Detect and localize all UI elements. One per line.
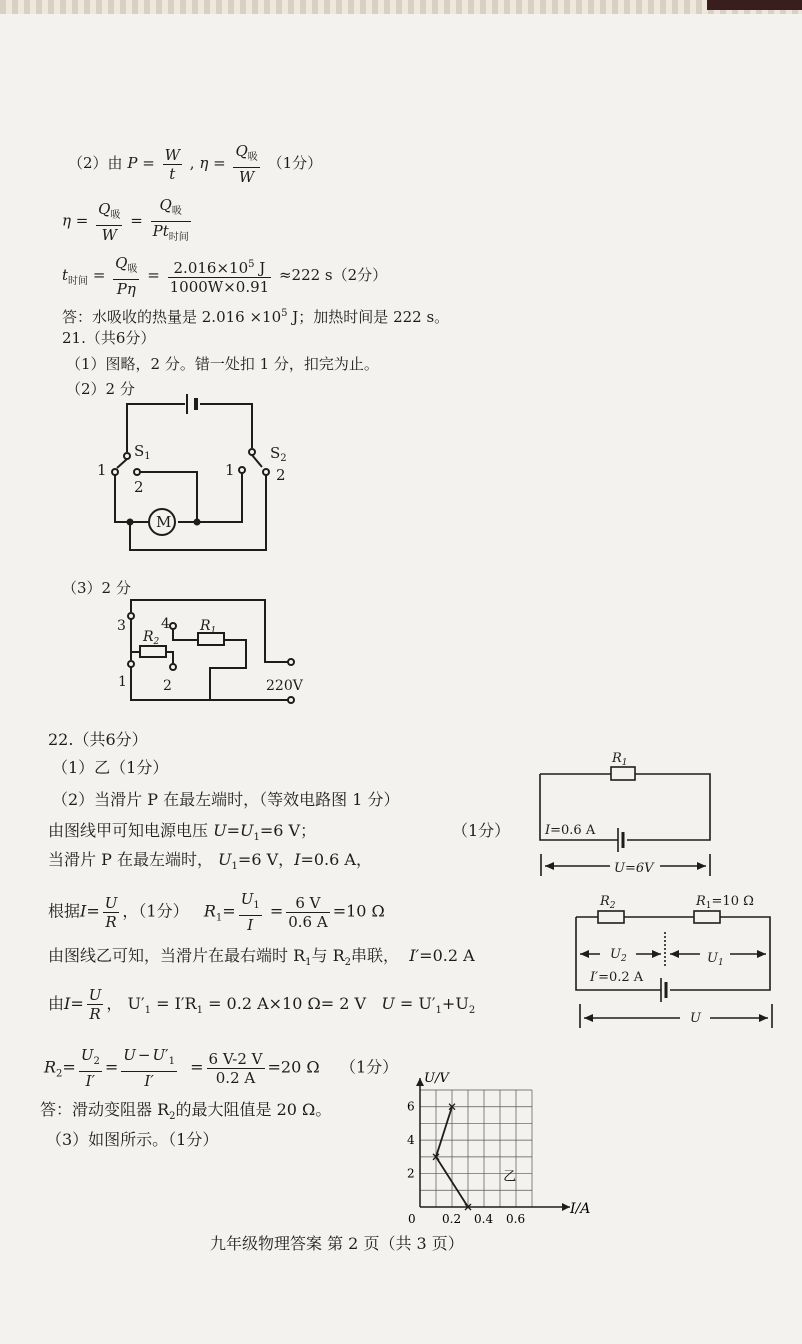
junction [195, 520, 200, 525]
sym-eq: = [226, 821, 240, 840]
sym-minus: − [137, 1046, 151, 1064]
text: 串联， [351, 946, 400, 965]
subscript: 2 [344, 957, 352, 969]
denominator-value: 1000W×0.91 [169, 278, 270, 296]
U1p-label: $U_1$ [707, 951, 724, 968]
page-footer: 九年级物理答案 第 2 页（共 3 页） [210, 1234, 464, 1253]
R2-label: $R_2$ [600, 894, 616, 911]
sub-time: 时间 [168, 232, 189, 243]
arrowhead [545, 862, 554, 870]
q22-title: 22.（共6分） [48, 730, 148, 749]
wire [627, 774, 710, 840]
x-axis-label: I/A [570, 1201, 591, 1217]
sym-W: W [238, 168, 255, 186]
text: = 0.2 A×10 Ω= 2 V [208, 994, 367, 1013]
junction [128, 520, 133, 525]
sym-comma: , [189, 154, 195, 172]
sym-U: U [152, 1046, 166, 1064]
q22-part2: （2）当滑片 P 在最左端时，（等效电路图 1 分） [52, 790, 400, 809]
sym-Iprime: I′ [85, 1072, 96, 1090]
subscript: 1 [435, 1005, 442, 1017]
resistor-label: $R_2$ [143, 629, 160, 647]
q22-line3 [48, 821, 316, 848]
result: =10 Ω [332, 901, 385, 921]
q22-line8 [44, 1046, 398, 1090]
q22-part3: （3）如图所示。（1分） [46, 1130, 219, 1149]
sym-U: U [240, 890, 254, 908]
subscript: 1 [253, 832, 260, 844]
result: =20 Ω [267, 1057, 320, 1077]
q20-lead: （2）由 [68, 154, 123, 172]
sym-U: U [88, 986, 102, 1004]
output-terminal [288, 659, 294, 665]
wire [200, 404, 252, 448]
resistor-R1 [611, 767, 635, 780]
wire [210, 640, 246, 700]
q22-line4 [48, 850, 372, 877]
sym-Iprime: I′ [409, 946, 420, 965]
sym-I: I [64, 994, 71, 1013]
terminal-label: 4 [161, 616, 170, 632]
text: 与 R [311, 946, 345, 965]
switch-blade [117, 459, 127, 468]
sym-U: U [213, 821, 227, 840]
terminal-label: 1 [97, 461, 107, 479]
motor-label: M [156, 513, 172, 531]
switch-pivot [249, 449, 255, 455]
subscript: 1 [144, 1005, 151, 1017]
q22-answer [40, 1100, 331, 1127]
wire [197, 472, 242, 522]
terminal [112, 469, 118, 475]
sym-eq: = [222, 901, 236, 921]
frac-U1-I [239, 890, 262, 934]
circuit-1 [112, 394, 269, 550]
q22-part1: （1）乙（1分） [52, 758, 169, 777]
resistor-R1 [694, 911, 720, 923]
sub-absorb: 吸 [171, 206, 182, 217]
sym-Q: Q [115, 254, 128, 272]
text: =0.6 A， [300, 850, 372, 869]
subscript: 1 [231, 861, 238, 873]
q21-part3: （3）2 分 [62, 579, 131, 597]
sym-Q: Q [98, 199, 111, 218]
switch-pivot [124, 453, 130, 459]
terminal [170, 664, 176, 670]
y-tick-label: 4 [407, 1133, 415, 1148]
text: =0.2 A [419, 946, 475, 965]
approx-result: ≈222 s（2分） [278, 266, 388, 284]
exponent: 5 [281, 308, 288, 319]
terminal-label: 3 [117, 618, 126, 634]
arrowhead [580, 950, 589, 958]
sym-U: U [104, 893, 118, 912]
voltage-label: 220V [266, 678, 303, 694]
sym-Q: Q [235, 142, 248, 160]
sym-eta: η [126, 280, 136, 298]
sym-eta: η [62, 211, 71, 230]
sym-U: U [239, 821, 254, 840]
arrowheads [580, 950, 768, 1022]
text: 由图线甲可知电源电压 [48, 821, 214, 840]
subscript: 1 [305, 957, 312, 969]
numerator: 6 V-2 V [208, 1049, 263, 1068]
sym-P: P [127, 154, 138, 172]
terminal [128, 613, 134, 619]
sym-R: R [44, 1057, 57, 1077]
terminal [128, 661, 134, 667]
sym-R: R [89, 1005, 101, 1023]
sym-P: P [152, 222, 163, 240]
resistor-R2 [598, 911, 624, 923]
answer-text: 答：水吸收的热量是 2.016 ×10 [62, 308, 282, 326]
terminal-label: 2 [163, 678, 172, 694]
R1-label: $R_1=10$ Ω [696, 894, 754, 911]
subscript: 2 [169, 1111, 176, 1123]
subscript: 1 [196, 1005, 203, 1017]
frac-6V-06A [286, 894, 329, 931]
series-label: 乙 [503, 1169, 517, 1185]
score-label: （1分） [267, 154, 323, 172]
u-i-chart [407, 1071, 590, 1226]
y-axis-arrow [416, 1078, 424, 1086]
sym-I: I [247, 916, 254, 934]
text: 答：滑动变阻器 R [40, 1100, 170, 1119]
output-terminal [288, 697, 294, 703]
sym-eq: = [190, 1057, 204, 1077]
sub-time: 时间 [68, 276, 89, 287]
sym-eq: = [213, 154, 226, 172]
sym-eq: = [70, 994, 84, 1013]
arrowhead [584, 1014, 593, 1022]
sym-U: U [80, 1046, 94, 1064]
subscript: 1 [253, 900, 260, 911]
switch-blade [252, 455, 262, 467]
sym-P: P [116, 280, 127, 298]
text: 的最大阻值是 20 Ω。 [175, 1100, 332, 1119]
sym-U: U [381, 994, 395, 1013]
sym-R: R [105, 912, 117, 931]
sub-absorb: 吸 [110, 209, 121, 221]
x-axis-arrow [562, 1203, 570, 1211]
current-label: I=0.6 A [545, 823, 596, 838]
text: 根据 [48, 901, 81, 921]
score-label: ，（1分） [122, 901, 189, 921]
x-tick-label: 0 [408, 1212, 416, 1226]
denominator: 0.2 A [215, 1068, 256, 1087]
terminal [239, 467, 245, 473]
subscript: 2 [93, 1056, 100, 1067]
arrowhead [697, 862, 706, 870]
resistor-R2 [140, 646, 166, 657]
sym-eq: = [62, 1057, 76, 1077]
q22-line6 [48, 946, 475, 973]
unit-J: J [254, 259, 266, 277]
terminal-label: 2 [134, 478, 144, 496]
text: = U [399, 994, 432, 1013]
score-label: （1分） [452, 821, 511, 840]
sym-U: U [218, 850, 232, 869]
switch-S2-label: $S_2$ [270, 444, 287, 464]
frac-U2-Ip [79, 1046, 102, 1090]
switch-S1-label: $S_1$ [134, 442, 151, 462]
frac-diff: $\frac{U - U'_1}{I'}$ [123, 1046, 175, 1090]
y-tick-label: 6 [407, 1099, 415, 1114]
arrowhead [652, 950, 661, 958]
sym-W: W [101, 225, 117, 244]
x-tick-label: 0.2 [442, 1212, 462, 1226]
q22-line5 [48, 890, 385, 934]
text: =6 V； [259, 821, 317, 840]
current-label: I′=0.2 A [590, 970, 644, 985]
sym-eq: = [92, 266, 106, 284]
sym-Q: Q [159, 196, 172, 214]
frac-U-R [87, 986, 104, 1023]
R1-label: $R_1$ [612, 751, 628, 768]
arrowhead [757, 950, 766, 958]
resistor-label: $R_1$ [200, 618, 217, 636]
q21-part2: （2）2 分 [66, 380, 135, 398]
score-label: （1分） [339, 1057, 399, 1077]
text: ， U [106, 994, 141, 1013]
U-label: U [690, 1011, 701, 1026]
text: 当滑片 P 在最左端时， [48, 850, 213, 869]
q21-title: 21.（共6分） [62, 329, 156, 347]
text: =6 V， [237, 850, 295, 869]
sym-eq: = [130, 211, 143, 230]
sym-I: I [294, 850, 301, 869]
q21-part1: （1）图略，2 分。错一处扣 1 分，扣完为止。 [66, 355, 379, 373]
wire [173, 629, 198, 640]
arrowhead [670, 950, 679, 958]
frac-U-R [103, 894, 120, 931]
subscript: 1 [215, 912, 223, 924]
numerator: 6 V [286, 894, 329, 913]
terminal [170, 623, 176, 629]
arrowhead [759, 1014, 768, 1022]
y-tick-label: 2 [407, 1166, 415, 1181]
x-tick-label: 0.6 [506, 1212, 526, 1226]
frac-values [207, 1050, 265, 1087]
voltage-label: U=6V [614, 861, 654, 876]
text: 由 [48, 994, 65, 1013]
sym-eq: = [75, 211, 89, 230]
y-axis-label: U/V [424, 1071, 449, 1086]
q22-line7: 由I= $\frac{U}{R}$ ， $U'_1 = I'R_1 = 0.2$ A×10 Ω= 2 V $U = U'_1+U_2$ [48, 986, 476, 1023]
sub-absorb: 吸 [247, 152, 258, 163]
sym-eq: = [104, 1057, 119, 1077]
text: +U [441, 994, 469, 1013]
terminal [263, 469, 269, 475]
denominator: 0.6 A [288, 912, 328, 931]
sym-eq: = [86, 901, 100, 921]
sym-U: U [123, 1046, 136, 1064]
sym-t: t [62, 266, 69, 284]
sub-absorb: 吸 [127, 264, 138, 275]
exponent: 5 [248, 259, 255, 270]
sym-I: I [80, 901, 87, 921]
text: = I′R [156, 994, 197, 1013]
sym-Iprime: I′ [144, 1072, 154, 1090]
terminal-label: 1 [118, 674, 127, 690]
subscript: 2 [468, 1005, 476, 1017]
answer-text: J；加热时间是 222 s。 [287, 308, 450, 326]
x-tick-label: 0.4 [474, 1212, 494, 1226]
text: 由图线乙可知，当滑片在最右端时 R [48, 946, 306, 965]
subscript: 1 [168, 1056, 175, 1067]
terminal-label: 2 [276, 466, 286, 484]
numeric-value: 2.016×10 [173, 259, 249, 277]
sym-eq: = [142, 154, 155, 172]
sym-eq: = [269, 901, 284, 921]
equivalent-circuit-1 [540, 767, 710, 876]
terminal [134, 469, 140, 475]
sym-W: W [164, 145, 180, 164]
sym-eq: = [147, 266, 160, 284]
wire [166, 652, 173, 664]
sym-R: R [203, 901, 216, 921]
sym-t: t [169, 164, 176, 183]
subscript: 2 [56, 1068, 63, 1080]
U2-label: $U_2$ [610, 947, 627, 964]
terminal-label: 1 [225, 461, 235, 479]
sym-t: t [162, 222, 169, 240]
sym-eta: η [199, 154, 209, 172]
